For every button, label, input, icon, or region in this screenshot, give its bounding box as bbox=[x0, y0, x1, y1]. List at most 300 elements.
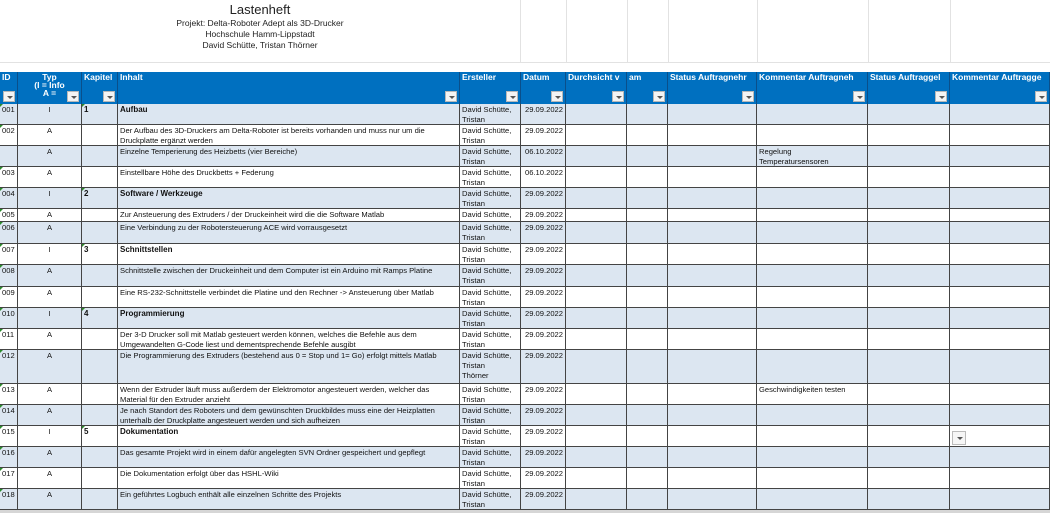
cell-am[interactable] bbox=[627, 287, 668, 308]
column-header-ersteller[interactable] bbox=[460, 72, 521, 104]
cell-kapitel[interactable]: 2 bbox=[82, 188, 118, 209]
cell-am[interactable] bbox=[627, 468, 668, 489]
table-row bbox=[0, 468, 1050, 489]
cell-kommentar-ag[interactable] bbox=[950, 209, 1050, 222]
cell-durchsicht[interactable] bbox=[566, 329, 627, 350]
cell-am[interactable] bbox=[627, 222, 668, 244]
cell-durchsicht[interactable] bbox=[566, 125, 627, 146]
cell-ersteller[interactable]: David Schütte, Tristan bbox=[460, 125, 521, 146]
cell-kommentar-ag[interactable] bbox=[950, 329, 1050, 350]
cell-kommentar-ag[interactable] bbox=[950, 468, 1050, 489]
filter-dropdown-icon[interactable] bbox=[935, 91, 947, 102]
filter-dropdown-icon[interactable] bbox=[1035, 91, 1047, 102]
cell-id[interactable]: 014 bbox=[0, 405, 18, 426]
cell-status-an[interactable] bbox=[668, 244, 757, 265]
cell-kommentar-ag[interactable] bbox=[950, 146, 1050, 167]
cell-datum[interactable]: 29.09.2022 bbox=[521, 188, 566, 209]
cell-typ[interactable]: A bbox=[18, 265, 82, 287]
cell-kommentar-an[interactable] bbox=[757, 308, 868, 329]
cell-status-an[interactable] bbox=[668, 329, 757, 350]
cell-kommentar-an[interactable] bbox=[757, 350, 868, 384]
cell-ersteller[interactable]: David Schütte, Tristan Thörner bbox=[460, 350, 521, 384]
cell-status-ag[interactable] bbox=[868, 308, 950, 329]
error-indicator-icon bbox=[82, 104, 85, 107]
cell-datum[interactable]: 29.09.2022 bbox=[521, 426, 566, 447]
cell-kapitel[interactable] bbox=[82, 265, 118, 287]
cell-id[interactable]: 002 bbox=[0, 125, 18, 146]
filter-dropdown-icon[interactable] bbox=[3, 91, 15, 102]
table-row bbox=[0, 244, 1050, 265]
column-header-label: Typ (I = Info A = bbox=[34, 72, 65, 98]
cell-am[interactable] bbox=[627, 426, 668, 447]
cell-id[interactable]: 007 bbox=[0, 244, 18, 265]
cell-kommentar-ag[interactable] bbox=[950, 489, 1050, 510]
cell-durchsicht[interactable] bbox=[566, 287, 627, 308]
cell-id[interactable]: 006 bbox=[0, 222, 18, 244]
cell-datum[interactable]: 29.09.2022 bbox=[521, 489, 566, 510]
table-row bbox=[0, 104, 1050, 125]
column-header-label: Inhalt bbox=[120, 72, 143, 82]
table-row bbox=[0, 188, 1050, 209]
cell-kapitel[interactable] bbox=[82, 329, 118, 350]
cell-datum[interactable]: 29.09.2022 bbox=[521, 350, 566, 384]
cell-typ[interactable]: A bbox=[18, 384, 82, 405]
error-indicator-icon bbox=[0, 350, 3, 353]
error-indicator-icon bbox=[0, 468, 3, 471]
cell-kommentar-an[interactable] bbox=[757, 167, 868, 188]
cell-inhalt[interactable]: Einstellbare Höhe des Druckbetts + Federung bbox=[118, 167, 460, 188]
cell-typ[interactable]: A bbox=[18, 329, 82, 350]
cell-kapitel[interactable] bbox=[82, 125, 118, 146]
cell-status-ag[interactable] bbox=[868, 287, 950, 308]
project-line: Projekt: Delta-Roboter Adept als 3D-Drucker bbox=[176, 18, 344, 28]
error-indicator-icon bbox=[0, 209, 3, 212]
column-header-label: Durchsicht v bbox=[568, 72, 620, 82]
cell-durchsicht[interactable] bbox=[566, 188, 627, 209]
cell-typ[interactable]: I bbox=[18, 104, 82, 125]
gridline bbox=[868, 0, 869, 62]
cell-inhalt[interactable]: Schnittstellen bbox=[118, 244, 460, 265]
cell-id[interactable]: 005 bbox=[0, 209, 18, 222]
cell-status-ag[interactable] bbox=[868, 489, 950, 510]
cell-kapitel[interactable] bbox=[82, 350, 118, 384]
cell-durchsicht[interactable] bbox=[566, 265, 627, 287]
table-row bbox=[0, 329, 1050, 350]
cell-am[interactable] bbox=[627, 489, 668, 510]
cell-kapitel[interactable] bbox=[82, 405, 118, 426]
cell-kapitel[interactable] bbox=[82, 468, 118, 489]
cell-ersteller[interactable]: David Schütte, Tristan bbox=[460, 104, 521, 125]
table-row bbox=[0, 209, 1050, 222]
column-header-kapitel[interactable] bbox=[82, 72, 118, 104]
cell-datum[interactable]: 29.09.2022 bbox=[521, 222, 566, 244]
error-indicator-icon bbox=[0, 447, 3, 450]
cell-id[interactable]: 017 bbox=[0, 468, 18, 489]
cell-inhalt[interactable]: Ein geführtes Logbuch enthält alle einzelnen Schritte des Projekts bbox=[118, 489, 460, 510]
cell-status-an[interactable] bbox=[668, 125, 757, 146]
table-row bbox=[0, 489, 1050, 510]
cell-id[interactable]: 004 bbox=[0, 188, 18, 209]
cell-kapitel[interactable]: 1 bbox=[82, 104, 118, 125]
filter-dropdown-icon[interactable] bbox=[853, 91, 865, 102]
cell-inhalt[interactable]: Eine Verbindung zu der Robotersteuerung ACE wird vorrausgesetzt bbox=[118, 222, 460, 244]
error-indicator-icon bbox=[0, 329, 3, 332]
cell-am[interactable] bbox=[627, 350, 668, 384]
cell-am[interactable] bbox=[627, 447, 668, 468]
cell-kapitel[interactable] bbox=[82, 209, 118, 222]
filter-dropdown-icon[interactable] bbox=[742, 91, 754, 102]
cell-ersteller[interactable]: David Schütte, Tristan bbox=[460, 426, 521, 447]
column-header-inhalt[interactable] bbox=[118, 72, 460, 104]
cell-kommentar-ag[interactable] bbox=[950, 308, 1050, 329]
error-indicator-icon bbox=[0, 222, 3, 225]
cell-status-ag[interactable] bbox=[868, 188, 950, 209]
cell-datum[interactable]: 29.09.2022 bbox=[521, 405, 566, 426]
filter-dropdown-icon[interactable] bbox=[445, 91, 457, 102]
cell-status-an[interactable] bbox=[668, 209, 757, 222]
cell-am[interactable] bbox=[627, 308, 668, 329]
cell-kapitel[interactable] bbox=[82, 287, 118, 308]
cell-inhalt[interactable]: Je nach Standort des Roboters und dem gewünschten Druckbildes muss eine der Heizplatten unterhalb der Druckplatte angesteuert werden und sich aufheizen bbox=[118, 405, 460, 426]
table-row bbox=[0, 222, 1050, 244]
cell-status-ag[interactable] bbox=[868, 447, 950, 468]
filter-dropdown-icon[interactable] bbox=[612, 91, 624, 102]
cell-inhalt[interactable]: Zur Ansteuerung des Extruders / der Druckeinheit wird die die Software Matlab bbox=[118, 209, 460, 222]
cell-am[interactable] bbox=[627, 405, 668, 426]
cell-kapitel[interactable] bbox=[82, 489, 118, 510]
cell-status-an[interactable] bbox=[668, 384, 757, 405]
cell-id[interactable]: 009 bbox=[0, 287, 18, 308]
cell-kommentar-an[interactable] bbox=[757, 426, 868, 447]
cell-typ[interactable]: A bbox=[18, 489, 82, 510]
cell-kommentar-ag[interactable] bbox=[950, 265, 1050, 287]
cell-inhalt[interactable]: Schnittstelle zwischen der Druckeinheit und dem Computer ist ein Arduino mit Ramps Platine bbox=[118, 265, 460, 287]
table-row bbox=[0, 308, 1050, 329]
cell-ersteller[interactable]: David Schütte, Tristan bbox=[460, 265, 521, 287]
cell-durchsicht[interactable] bbox=[566, 384, 627, 405]
column-header-label: Status Auftraggel bbox=[870, 72, 941, 82]
cell-kapitel[interactable] bbox=[82, 384, 118, 405]
cell-kommentar-an[interactable] bbox=[757, 468, 868, 489]
cell-typ[interactable]: A bbox=[18, 405, 82, 426]
cell-inhalt[interactable]: Der Aufbau des 3D-Druckers am Delta-Roboter ist bereits vorhanden und muss nur um die Druckplatte ergänzt werden bbox=[118, 125, 460, 146]
error-indicator-icon bbox=[0, 167, 3, 170]
cell-am[interactable] bbox=[627, 244, 668, 265]
column-header-kommentar-ag[interactable] bbox=[950, 72, 1050, 104]
column-header-am[interactable] bbox=[627, 72, 668, 104]
cell-id[interactable] bbox=[0, 146, 18, 167]
cell-kommentar-an[interactable] bbox=[757, 125, 868, 146]
cell-ersteller[interactable]: David Schütte, Tristan bbox=[460, 468, 521, 489]
cell-kapitel[interactable] bbox=[82, 222, 118, 244]
cell-durchsicht[interactable] bbox=[566, 350, 627, 384]
cell-durchsicht[interactable] bbox=[566, 426, 627, 447]
cell-kommentar-an[interactable]: Regelung Temperatursensoren bbox=[757, 146, 868, 167]
column-header-status-an[interactable] bbox=[668, 72, 757, 104]
error-indicator-icon bbox=[0, 308, 3, 311]
cell-inhalt[interactable]: Einzelne Temperierung des Heizbetts (vier Bereiche) bbox=[118, 146, 460, 167]
error-indicator-icon bbox=[0, 104, 3, 107]
cell-inhalt[interactable]: Die Programmierung des Extruders (bestehend aus 0 = Stop und 1= Go) erfolgt mittels Matlab bbox=[118, 350, 460, 384]
cell-ersteller[interactable]: David Schütte, bbox=[460, 209, 521, 222]
cell-status-an[interactable] bbox=[668, 287, 757, 308]
cell-kommentar-an[interactable] bbox=[757, 188, 868, 209]
table-row bbox=[0, 384, 1050, 405]
cell-kapitel[interactable]: 3 bbox=[82, 244, 118, 265]
cell-kommentar-an[interactable] bbox=[757, 489, 868, 510]
cell-inhalt[interactable]: Eine RS-232-Schnittstelle verbindet die Platine und den Rechner -> Ansteuerung über Matlab bbox=[118, 287, 460, 308]
cell-datum[interactable]: 29.09.2022 bbox=[521, 265, 566, 287]
cell-ersteller[interactable]: David Schütte, Tristan bbox=[460, 489, 521, 510]
column-header-durchsicht[interactable] bbox=[566, 72, 627, 104]
cell-id[interactable]: 015 bbox=[0, 426, 18, 447]
error-indicator-icon bbox=[0, 489, 3, 492]
filter-dropdown-icon[interactable] bbox=[506, 91, 518, 102]
cell-inhalt[interactable]: Programmierung bbox=[118, 308, 460, 329]
filter-dropdown-icon[interactable] bbox=[551, 91, 563, 102]
column-header-label: Ersteller bbox=[462, 72, 497, 82]
cell-id[interactable]: 011 bbox=[0, 329, 18, 350]
cell-status-ag[interactable] bbox=[868, 222, 950, 244]
error-indicator-icon bbox=[82, 308, 85, 311]
table-row bbox=[0, 146, 1050, 167]
cell-typ[interactable]: I bbox=[18, 244, 82, 265]
cell-typ[interactable]: A bbox=[18, 350, 82, 384]
cell-typ[interactable]: I bbox=[18, 426, 82, 447]
cell-typ[interactable]: A bbox=[18, 287, 82, 308]
authors-line: David Schütte, Tristan Thörner bbox=[202, 40, 318, 50]
cell-kommentar-ag[interactable] bbox=[950, 222, 1050, 244]
cell-datum[interactable]: 06.10.2022 bbox=[521, 167, 566, 188]
cell-datum[interactable]: 29.09.2022 bbox=[521, 209, 566, 222]
cell-durchsicht[interactable] bbox=[566, 468, 627, 489]
cell-status-an[interactable] bbox=[668, 222, 757, 244]
cell-dropdown-button[interactable] bbox=[952, 431, 966, 445]
cell-ersteller[interactable]: David Schütte, Tristan bbox=[460, 405, 521, 426]
cell-status-an[interactable] bbox=[668, 265, 757, 287]
cell-durchsicht[interactable] bbox=[566, 308, 627, 329]
cell-status-an[interactable] bbox=[668, 350, 757, 384]
cell-kommentar-an[interactable] bbox=[757, 244, 868, 265]
cell-ersteller[interactable]: David Schütte, Tristan bbox=[460, 384, 521, 405]
filter-dropdown-icon[interactable] bbox=[103, 91, 115, 102]
cell-status-ag[interactable] bbox=[868, 146, 950, 167]
cell-am[interactable] bbox=[627, 209, 668, 222]
cell-typ[interactable]: A bbox=[18, 209, 82, 222]
cell-id[interactable]: 013 bbox=[0, 384, 18, 405]
cell-durchsicht[interactable] bbox=[566, 104, 627, 125]
cell-kapitel[interactable]: 4 bbox=[82, 308, 118, 329]
cell-typ[interactable]: I bbox=[18, 188, 82, 209]
cell-kapitel[interactable] bbox=[82, 146, 118, 167]
cell-kommentar-ag[interactable] bbox=[950, 350, 1050, 384]
cell-datum[interactable]: 29.09.2022 bbox=[521, 384, 566, 405]
cell-ersteller[interactable]: David Schütte, Tristan bbox=[460, 308, 521, 329]
cell-status-ag[interactable] bbox=[868, 426, 950, 447]
cell-status-an[interactable] bbox=[668, 426, 757, 447]
cell-durchsicht[interactable] bbox=[566, 209, 627, 222]
error-indicator-icon bbox=[0, 188, 3, 191]
cell-kommentar-ag[interactable] bbox=[950, 167, 1050, 188]
cell-inhalt[interactable]: Dokumentation bbox=[118, 426, 460, 447]
table-row bbox=[0, 426, 1050, 447]
cell-datum[interactable]: 06.10.2022 bbox=[521, 146, 566, 167]
cell-kommentar-ag[interactable] bbox=[950, 104, 1050, 125]
column-header-status-ag[interactable] bbox=[868, 72, 950, 104]
school-line: Hochschule Hamm-Lippstadt bbox=[205, 29, 315, 39]
cell-id[interactable]: 012 bbox=[0, 350, 18, 384]
cell-status-an[interactable] bbox=[668, 405, 757, 426]
cell-status-ag[interactable] bbox=[868, 167, 950, 188]
cell-typ[interactable]: A bbox=[18, 468, 82, 489]
cell-kommentar-ag[interactable] bbox=[950, 384, 1050, 405]
cell-kapitel[interactable] bbox=[82, 167, 118, 188]
cell-am[interactable] bbox=[627, 146, 668, 167]
cell-kapitel[interactable]: 5 bbox=[82, 426, 118, 447]
cell-kommentar-an[interactable] bbox=[757, 447, 868, 468]
column-header-datum[interactable] bbox=[521, 72, 566, 104]
cell-ersteller[interactable]: David Schütte, Tristan bbox=[460, 188, 521, 209]
table-row bbox=[0, 167, 1050, 188]
cell-status-an[interactable] bbox=[668, 308, 757, 329]
cell-id[interactable]: 008 bbox=[0, 265, 18, 287]
cell-status-ag[interactable] bbox=[868, 265, 950, 287]
cell-typ[interactable]: A bbox=[18, 222, 82, 244]
cell-datum[interactable]: 29.09.2022 bbox=[521, 244, 566, 265]
cell-datum[interactable]: 29.09.2022 bbox=[521, 104, 566, 125]
cell-am[interactable] bbox=[627, 384, 668, 405]
cell-kommentar-an[interactable] bbox=[757, 329, 868, 350]
cell-datum[interactable]: 29.09.2022 bbox=[521, 447, 566, 468]
cell-status-an[interactable] bbox=[668, 104, 757, 125]
cell-kommentar-an[interactable]: Geschwindigkeiten testen bbox=[757, 384, 868, 405]
cell-durchsicht[interactable] bbox=[566, 146, 627, 167]
cell-typ[interactable]: A bbox=[18, 146, 82, 167]
cell-durchsicht[interactable] bbox=[566, 405, 627, 426]
cell-kommentar-an[interactable] bbox=[757, 405, 868, 426]
cell-typ[interactable]: A bbox=[18, 167, 82, 188]
cell-durchsicht[interactable] bbox=[566, 167, 627, 188]
cell-kapitel[interactable] bbox=[82, 447, 118, 468]
cell-durchsicht[interactable] bbox=[566, 489, 627, 510]
cell-am[interactable] bbox=[627, 265, 668, 287]
cell-inhalt[interactable]: Software / Werkzeuge bbox=[118, 188, 460, 209]
error-indicator-icon bbox=[0, 426, 3, 429]
cell-status-ag[interactable] bbox=[868, 209, 950, 222]
cell-kommentar-ag[interactable] bbox=[950, 405, 1050, 426]
cell-datum[interactable]: 29.09.2022 bbox=[521, 308, 566, 329]
cell-datum[interactable]: 29.09.2022 bbox=[521, 125, 566, 146]
cell-am[interactable] bbox=[627, 188, 668, 209]
cell-id[interactable]: 016 bbox=[0, 447, 18, 468]
filter-dropdown-icon[interactable] bbox=[67, 91, 79, 102]
cell-status-an[interactable] bbox=[668, 489, 757, 510]
column-header-kommentar-an[interactable] bbox=[757, 72, 868, 104]
gridline bbox=[0, 62, 1050, 63]
column-header-label: am bbox=[629, 72, 642, 82]
cell-status-ag[interactable] bbox=[868, 384, 950, 405]
cell-kommentar-an[interactable] bbox=[757, 265, 868, 287]
cell-kommentar-an[interactable] bbox=[757, 104, 868, 125]
cell-id[interactable]: 003 bbox=[0, 167, 18, 188]
cell-ersteller[interactable]: David Schütte, Tristan bbox=[460, 146, 521, 167]
error-indicator-icon bbox=[0, 405, 3, 408]
cell-am[interactable] bbox=[627, 125, 668, 146]
cell-ersteller[interactable]: David Schütte, Tristan bbox=[460, 167, 521, 188]
cell-kommentar-an[interactable] bbox=[757, 222, 868, 244]
cell-inhalt[interactable]: Das gesamte Projekt wird in einem dafür angelegten SVN Ordner gespeichert und gepflegt bbox=[118, 447, 460, 468]
cell-id[interactable]: 018 bbox=[0, 489, 18, 510]
error-indicator-icon bbox=[82, 244, 85, 247]
cell-datum[interactable]: 29.09.2022 bbox=[521, 329, 566, 350]
cell-status-an[interactable] bbox=[668, 188, 757, 209]
cell-kommentar-ag[interactable] bbox=[950, 125, 1050, 146]
gridline bbox=[520, 0, 521, 62]
cell-inhalt[interactable]: Aufbau bbox=[118, 104, 460, 125]
cell-kommentar-an[interactable] bbox=[757, 287, 868, 308]
cell-datum[interactable]: 29.09.2022 bbox=[521, 468, 566, 489]
cell-typ[interactable]: I bbox=[18, 308, 82, 329]
error-indicator-icon bbox=[0, 265, 3, 268]
cell-status-ag[interactable] bbox=[868, 329, 950, 350]
cell-id[interactable]: 010 bbox=[0, 308, 18, 329]
cell-durchsicht[interactable] bbox=[566, 447, 627, 468]
cell-kommentar-ag[interactable] bbox=[950, 447, 1050, 468]
cell-status-ag[interactable] bbox=[868, 468, 950, 489]
cell-am[interactable] bbox=[627, 167, 668, 188]
cell-ersteller[interactable]: David Schütte, Tristan bbox=[460, 329, 521, 350]
cell-status-an[interactable] bbox=[668, 167, 757, 188]
cell-inhalt[interactable]: Wenn der Extruder läuft muss außerdem der Elektromotor angesteuert werden, welcher das Material für den Extruder anzieht bbox=[118, 384, 460, 405]
cell-status-ag[interactable] bbox=[868, 244, 950, 265]
cell-kommentar-ag[interactable] bbox=[950, 188, 1050, 209]
cell-kommentar-ag[interactable] bbox=[950, 244, 1050, 265]
cell-durchsicht[interactable] bbox=[566, 222, 627, 244]
cell-inhalt[interactable]: Die Dokumentation erfolgt über das HSHL-Wiki bbox=[118, 468, 460, 489]
document-title: Lastenheft bbox=[229, 2, 291, 17]
cell-status-an[interactable] bbox=[668, 146, 757, 167]
column-header-label: Kapitel bbox=[84, 72, 113, 82]
cell-kommentar-an[interactable] bbox=[757, 209, 868, 222]
cell-durchsicht[interactable] bbox=[566, 244, 627, 265]
cell-am[interactable] bbox=[627, 329, 668, 350]
cell-status-ag[interactable] bbox=[868, 125, 950, 146]
filter-dropdown-icon[interactable] bbox=[653, 91, 665, 102]
table-row bbox=[0, 447, 1050, 468]
cell-status-ag[interactable] bbox=[868, 104, 950, 125]
cell-status-an[interactable] bbox=[668, 468, 757, 489]
cell-typ[interactable]: A bbox=[18, 125, 82, 146]
cell-ersteller[interactable]: David Schütte, Tristan bbox=[460, 287, 521, 308]
cell-typ[interactable]: A bbox=[18, 447, 82, 468]
cell-status-ag[interactable] bbox=[868, 350, 950, 384]
cell-am[interactable] bbox=[627, 104, 668, 125]
cell-ersteller[interactable]: David Schütte, Tristan bbox=[460, 222, 521, 244]
cell-ersteller[interactable]: David Schütte, Tristan bbox=[460, 447, 521, 468]
cell-kommentar-ag[interactable] bbox=[950, 287, 1050, 308]
gridline bbox=[627, 0, 628, 62]
cell-ersteller[interactable]: David Schütte, Tristan bbox=[460, 244, 521, 265]
cell-status-ag[interactable] bbox=[868, 405, 950, 426]
cell-inhalt[interactable]: Der 3-D Drucker soll mit Matlab gesteuert werden können, welches die Befehle aus dem Umgewandelten G-Code liest und dementsprechende Befehle ausgibt bbox=[118, 329, 460, 350]
error-indicator-icon bbox=[82, 188, 85, 191]
cell-datum[interactable]: 29.09.2022 bbox=[521, 287, 566, 308]
cell-status-an[interactable] bbox=[668, 447, 757, 468]
column-header-id[interactable] bbox=[0, 72, 18, 104]
column-header-typ[interactable] bbox=[18, 72, 82, 104]
cell-id[interactable]: 001 bbox=[0, 104, 18, 125]
table-row bbox=[0, 125, 1050, 146]
